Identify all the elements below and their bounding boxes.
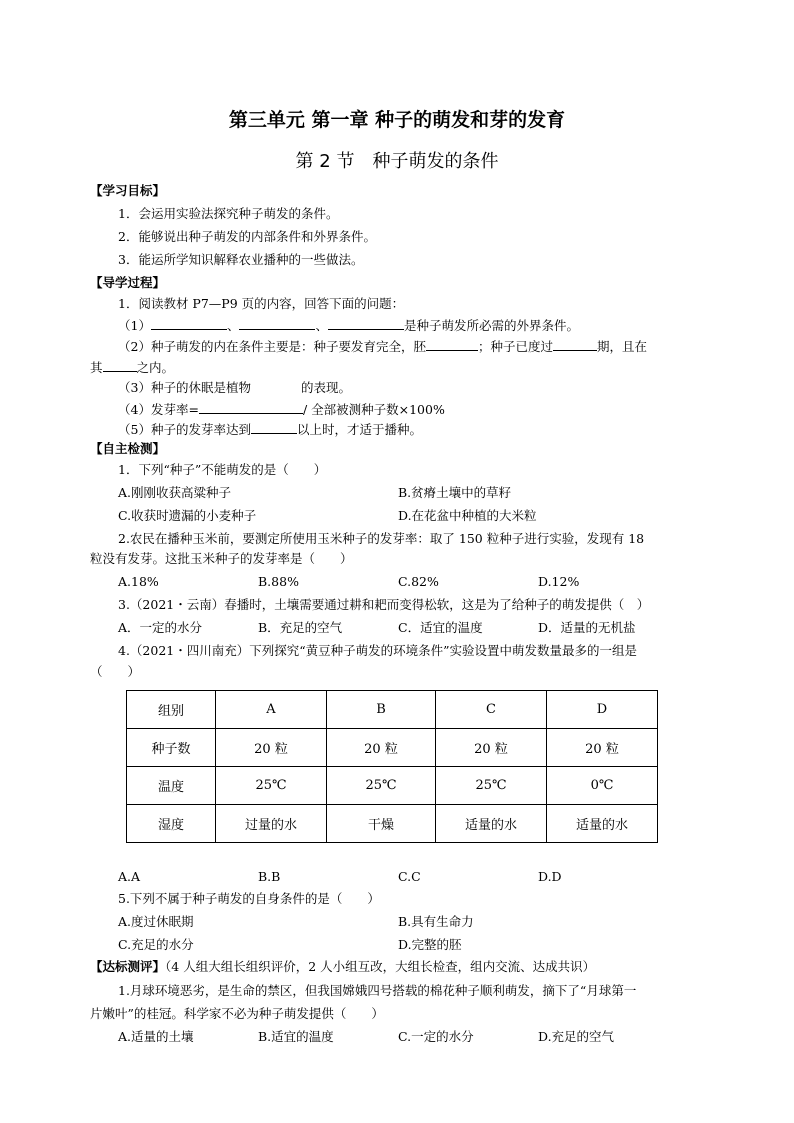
guide-q2-cont (90, 359, 174, 376)
question-text: 、 (315, 318, 328, 333)
option-a: A.18% (118, 574, 159, 589)
table-row (127, 691, 658, 729)
table-cell: 种子数 (127, 729, 216, 767)
question-text: （4）发芽率= (118, 402, 199, 417)
table-cell: 过量的水 (216, 805, 327, 843)
answer-blank[interactable] (199, 401, 303, 414)
question-text: 、 (226, 318, 240, 333)
question-text: （1） (118, 318, 151, 333)
table-cell: A (216, 691, 327, 729)
guide-q3: （3）种子的休眠是植物 的表现。 (118, 380, 351, 395)
option-d: D.D (538, 869, 562, 884)
answer-blank[interactable] (239, 317, 315, 330)
option-c: C.充足的水分 (118, 937, 194, 952)
option-c: C.一定的水分 (398, 1029, 474, 1044)
option-c: C．适宜的温度 (398, 620, 483, 635)
guide-intro: 1．阅读教材 P7—P9 页的内容，回答下面的问题： (118, 296, 405, 311)
goal-item: 2．能够说出种子萌发的内部条件和外界条件。 (118, 229, 376, 244)
question-stem: 5.下列不属于种子萌发的自身条件的是（ ） (118, 891, 380, 906)
answer-blank[interactable] (151, 317, 227, 330)
option-a: A．一定的水分 (118, 620, 203, 635)
table-cell: 20 粒 (436, 729, 547, 767)
answer-blank[interactable] (103, 359, 137, 372)
option-a: A.适量的土壤 (118, 1029, 194, 1044)
table-cell: 20 粒 (216, 729, 327, 767)
question-text: 期，且在 (596, 339, 647, 354)
assessment-header: 【达标测评】 (90, 959, 166, 974)
experiment-table (126, 690, 658, 843)
table-cell: D (547, 691, 658, 729)
table-row (127, 729, 658, 767)
table-cell: 25℃ (327, 767, 436, 805)
question-stem: （ ） (90, 664, 141, 679)
option-d: D.充足的空气 (538, 1029, 615, 1044)
guide-header: 【导学过程】 (90, 275, 166, 290)
table-cell: 湿度 (127, 805, 216, 843)
question-text: 是种子萌发所必需的外界条件。 (403, 318, 579, 333)
table-row (127, 805, 658, 843)
option-d: D.12% (538, 574, 580, 589)
assessment-note: （4 人组大组长组织评价，2 人小组互改，大组长检查，组内交流、达成共识） (165, 959, 596, 974)
guide-q1 (118, 317, 579, 334)
option-d: D．适量的无机盐 (538, 620, 636, 635)
option-b: B.B (258, 869, 281, 884)
answer-blank[interactable] (251, 421, 297, 434)
guide-q5 (118, 421, 422, 438)
option-b: B.贫瘠土壤中的草籽 (398, 485, 512, 500)
option-b: B.适宜的温度 (258, 1029, 334, 1044)
goal-item: 1．会运用实验法探究种子萌发的条件。 (118, 206, 339, 221)
question-text: 以上时，才适于播种。 (296, 422, 422, 437)
question-text: （2）种子萌发的内在条件主要是：种子要发育完全，胚 (118, 339, 426, 354)
question-text: ；种子已度过 (477, 339, 553, 354)
question-text: 之内。 (136, 360, 175, 375)
table-cell: 适量的水 (436, 805, 547, 843)
option-a: A.刚刚收获高粱种子 (118, 485, 232, 500)
self-check-header: 【自主检测】 (90, 441, 166, 456)
option-d: D.完整的胚 (398, 937, 462, 952)
guide-q2 (118, 338, 647, 355)
question-stem: 粒没有发芽。这批玉米种子的发芽率是（ ） (90, 551, 353, 566)
table-cell: 干燥 (327, 805, 436, 843)
table-cell: 温度 (127, 767, 216, 805)
table-cell: 25℃ (216, 767, 327, 805)
question-stem: 4.（2021・四川南充）下列探究“黄豆种子萌发的环境条件”实验设置中萌发数量最多的一组是 (118, 643, 638, 658)
answer-blank[interactable] (328, 317, 404, 330)
table-cell: C (436, 691, 547, 729)
option-a: A.度过休眠期 (118, 914, 194, 929)
unit-title: 第三单元 第一章 种子的萌发和芽的发育 (228, 109, 566, 131)
assessment-line (90, 959, 595, 975)
answer-blank[interactable] (426, 338, 478, 351)
question-text: / 全部被测种子数×100% (302, 402, 445, 417)
option-c: C.C (398, 869, 421, 884)
question-text: 其 (90, 360, 103, 375)
table-cell: B (327, 691, 436, 729)
table-cell: 20 粒 (547, 729, 658, 767)
option-a: A.A (118, 869, 141, 884)
question-stem: 1．下列“种子”不能萌发的是（ ） (118, 462, 327, 477)
section-title: 第 2 节 种子萌发的条件 (295, 151, 499, 172)
table-row (127, 767, 658, 805)
option-c: C.82% (398, 574, 439, 589)
option-b: B．充足的空气 (258, 620, 343, 635)
goals-header: 【学习目标】 (90, 183, 166, 198)
table-cell: 组别 (127, 691, 216, 729)
option-b: B.具有生命力 (398, 914, 474, 929)
table-cell: 20 粒 (327, 729, 436, 767)
option-c: C.收获时遗漏的小麦种子 (118, 508, 257, 523)
question-stem: 2.农民在播种玉米前，要测定所使用玉米种子的发芽率：取了 150 粒种子进行实验，发现有 18 (118, 531, 645, 546)
table-cell: 25℃ (436, 767, 547, 805)
question-stem: 片嫩叶”的桂冠。科学家不必为种子萌发提供（ ） (90, 1006, 384, 1021)
question-text: （5）种子的发芽率达到 (118, 422, 251, 437)
table-cell: 适量的水 (547, 805, 658, 843)
goal-item: 3．能运所学知识解释农业播种的一些做法。 (118, 252, 364, 267)
option-d: D.在花盆中种植的大米粒 (398, 508, 537, 523)
guide-q4 (118, 401, 445, 418)
answer-blank[interactable] (553, 338, 597, 351)
option-b: B.88% (258, 574, 299, 589)
question-stem: 1.月球环境恶劣，是生命的禁区，但我国嫦娥四号搭载的棉花种子顺利萌发，摘下了“月球第一 (118, 983, 637, 998)
question-stem: 3.（2021・云南）春播时，土壤需要通过耕和耙而变得松软，这是为了给种子的萌发提供（ ） (118, 597, 650, 612)
table-cell: 0℃ (547, 767, 658, 805)
